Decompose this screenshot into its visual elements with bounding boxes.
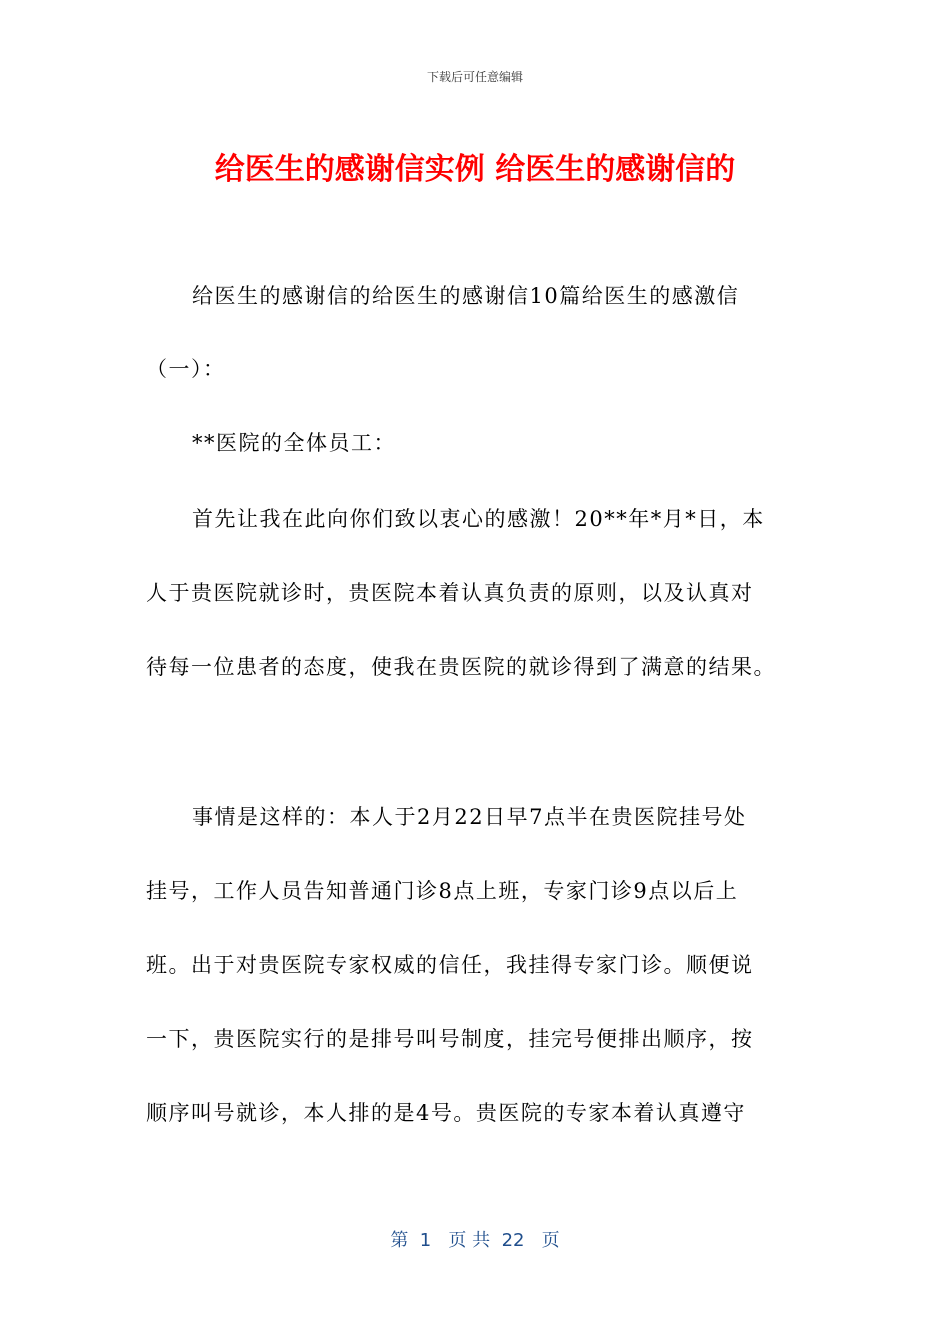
body-line: 顺序叫号就诊，本人排的是4号。贵医院的专家本着认真遵守	[146, 1101, 746, 1125]
document-title: 给医生的感谢信实例 给医生的感谢信的	[214, 152, 736, 187]
body-line: 挂号，工作人员告知普通门诊8点上班，专家门诊9点以后上	[146, 879, 739, 903]
body-line: 班。出于对贵医院专家权威的信任，我挂得专家门诊。顺便说	[146, 953, 754, 977]
body-line: 一下，贵医院实行的是排号叫号制度，挂完号便排出顺序，按	[146, 1027, 754, 1051]
salutation: **医院的全体员工：	[192, 431, 396, 455]
body-line: （一）：	[146, 357, 226, 381]
body-line: 首先让我在此向你们致以衷心的感激！20**年*月*日，本	[192, 507, 765, 531]
body-line: 事情是这样的：本人于2月22日早7点半在贵医院挂号处	[192, 805, 747, 829]
header-note: 下载后可任意编辑	[426, 70, 523, 84]
body-line: 人于贵医院就诊时，贵医院本着认真负责的原则，以及认真对	[146, 581, 754, 605]
body-line: 给医生的感谢信的给医生的感谢信10篇给医生的感激信	[192, 284, 740, 308]
page-number-footer: 第 1 页 共 22 页	[390, 1230, 560, 1251]
body-line: 待每一位患者的态度，使我在贵医院的就诊得到了满意的结果。	[146, 655, 776, 679]
